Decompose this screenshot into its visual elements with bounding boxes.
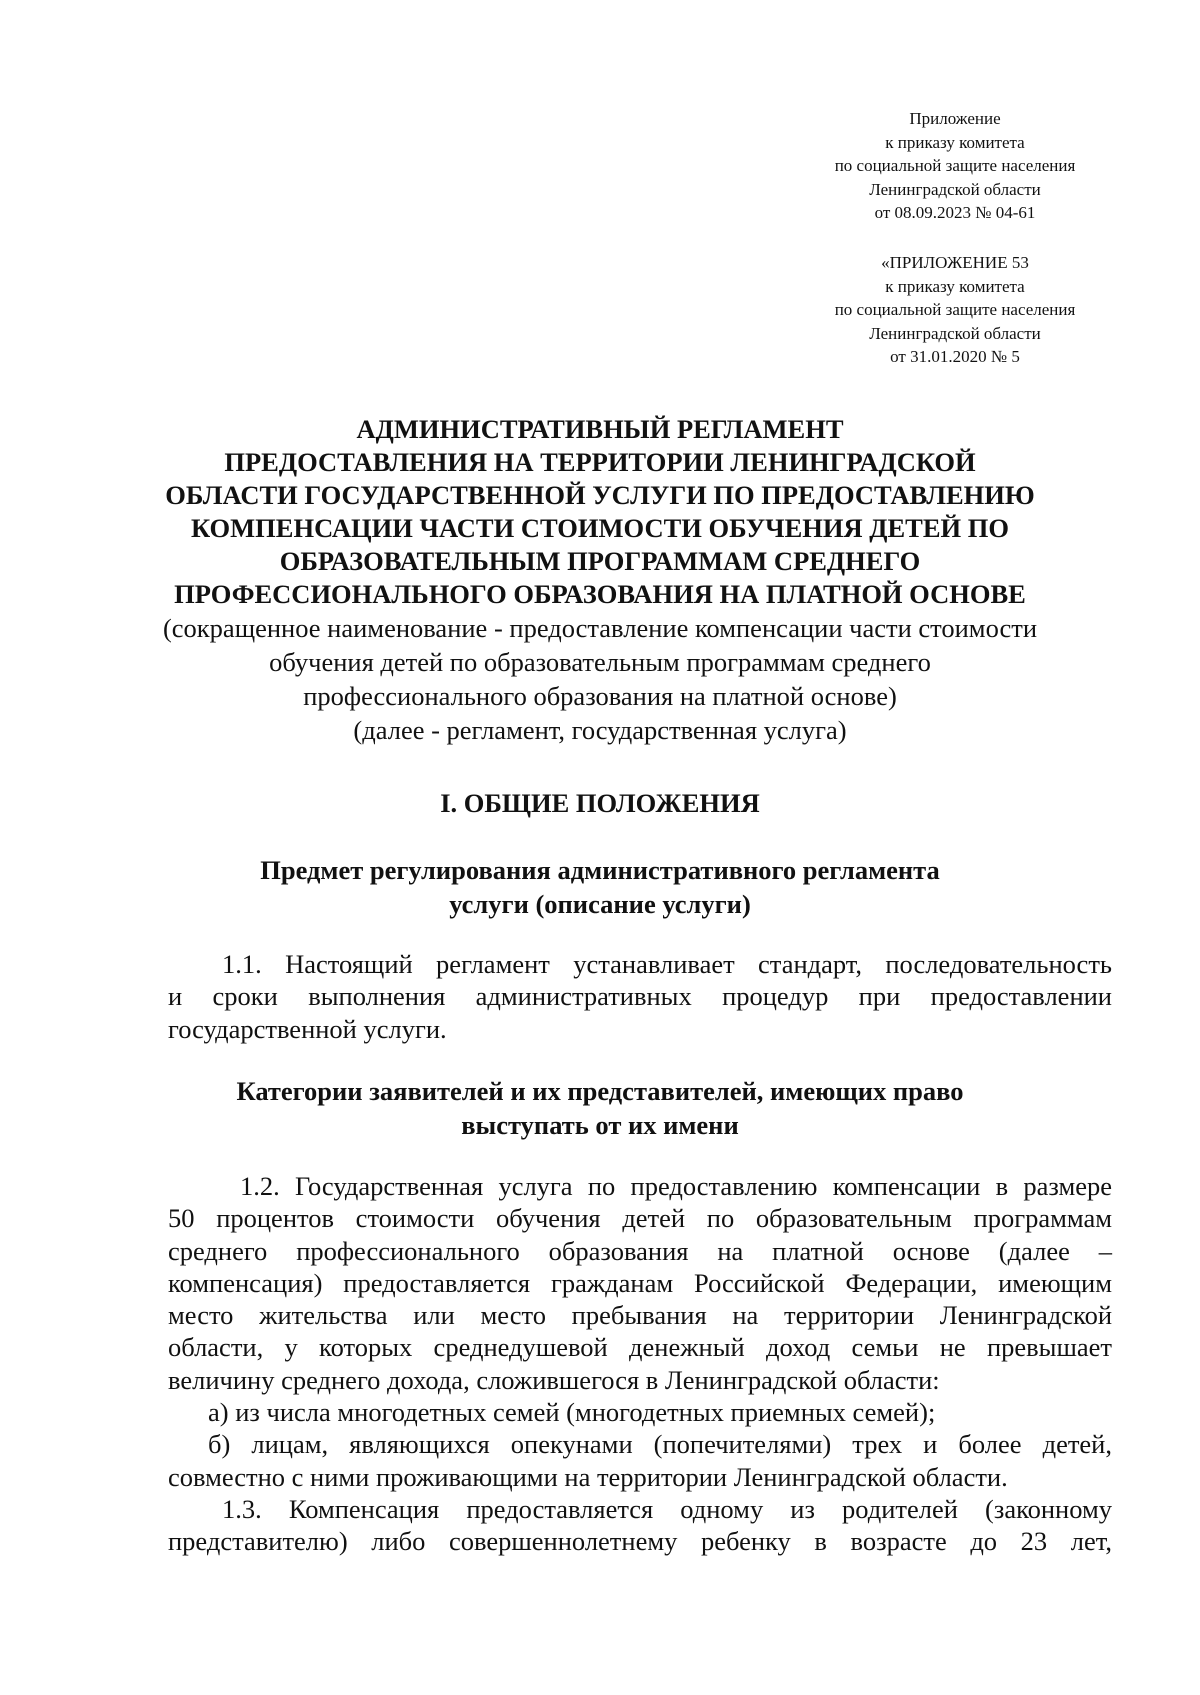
title-line: АДМИНИСТРАТИВНЫЙ РЕГЛАМЕНТ [356, 414, 844, 444]
paragraph-line: 1.1. Настоящий регламент устанавливает стандарт, последовательность [222, 949, 1112, 979]
appendix-line: Приложение [909, 109, 1001, 128]
section-heading: I. ОБЩИЕ ПОЛОЖЕНИЯ [440, 788, 760, 818]
appendix-line: к приказу комитета [885, 276, 1025, 296]
appendix-line: Ленинградской области [869, 323, 1041, 343]
title-line: КОМПЕНСАЦИИ ЧАСТИ СТОИМОСТИ ОБУЧЕНИЯ ДЕТЕЙ ПО [191, 513, 1009, 543]
appendix-line: от 08.09.2023 № 04-61 [874, 203, 1036, 223]
paragraph-1-3-line: представителю) либо совершеннолетнему ребенку в возрасте до 23 лет, [168, 1526, 1112, 1557]
subheading-line: услуги (описание услуги) [449, 889, 751, 919]
paragraph-line: место жительства или место пребывания на территории Ленинградской [168, 1300, 1112, 1331]
title-line: ОБЛАСТИ ГОСУДАРСТВЕННОЙ УСЛУГИ ПО ПРЕДОСТАВЛЕНИЮ [165, 480, 1035, 510]
paragraph-line: государственной услуги. [168, 1013, 447, 1044]
appendix-line: к приказу комитета [885, 132, 1025, 152]
document-title [150, 413, 1050, 747]
appendix-header-current [760, 107, 1150, 225]
appendix-line: «ПРИЛОЖЕНИЕ 53 [881, 253, 1029, 272]
subheading-subject [150, 853, 1050, 921]
list-item-a: а) из числа многодетных семей (многодетных приемных семей); [208, 1397, 936, 1428]
title-line: ПРОФЕССИОНАЛЬНОГО ОБРАЗОВАНИЯ НА ПЛАТНОЙ ОСНОВЕ [174, 579, 1026, 609]
paragraph-line: величину среднего дохода, сложившегося в Ленинградской области: [168, 1364, 940, 1395]
paragraph-line: 1.2. Государственная услуга по предоставлению компенсации в размере [240, 1171, 1112, 1201]
paragraph-1-2 [168, 1170, 1112, 1558]
appendix-line: по социальной защите населения [834, 300, 1076, 320]
subheading-categories [150, 1074, 1050, 1142]
paragraph-line: совместно с ними проживающими на территории Ленинградской области. [168, 1461, 1008, 1492]
title-line: ПРЕДОСТАВЛЕНИЯ НА ТЕРРИТОРИИ ЛЕНИНГРАДСКОЙ [224, 447, 976, 477]
paragraph-line: 50 процентов стоимости обучения детей по образовательным программам [168, 1203, 1112, 1234]
subtitle-line: обучения детей по образовательным программам среднего [269, 647, 931, 677]
paragraph-line: области, у которых среднедушевой денежный доход семьи не превышает [168, 1332, 1112, 1363]
paragraph-line: компенсация) предоставляется гражданам Российской Федерации, имеющим [168, 1267, 1112, 1298]
subtitle-line: (далее - регламент, государственная услуга) [353, 715, 847, 745]
title-line: ОБРАЗОВАТЕЛЬНЫМ ПРОГРАММАМ СРЕДНЕГО [279, 546, 921, 576]
subheading-line: Категории заявителей и их представителей, имеющих право [236, 1076, 964, 1106]
subtitle-line: профессионального образования на платной основе) [303, 681, 897, 711]
paragraph-line: и сроки выполнения административных процедур при предоставлении [168, 981, 1112, 1012]
subheading-line: Предмет регулирования административного регламента [260, 855, 940, 885]
appendix-line: по социальной защите населения [834, 156, 1076, 176]
appendix-header-original [760, 251, 1150, 369]
list-item-b: б) лицам, являющихся опекунами (попечителями) трех и более детей, [208, 1429, 1112, 1460]
appendix-line: Ленинградской области [869, 179, 1041, 199]
paragraph-1-3-line: 1.3. Компенсация предоставляется одному из родителей (законному [222, 1493, 1112, 1524]
subheading-line: выступать от их имени [461, 1110, 739, 1140]
paragraph-1-1 [168, 948, 1112, 1045]
paragraph-line: среднего профессионального образования на платной основе (далее – [168, 1235, 1112, 1266]
subtitle-line: (сокращенное наименование - предоставление компенсации части стоимости [162, 613, 1038, 643]
appendix-line: от 31.01.2020 № 5 [890, 347, 1020, 367]
